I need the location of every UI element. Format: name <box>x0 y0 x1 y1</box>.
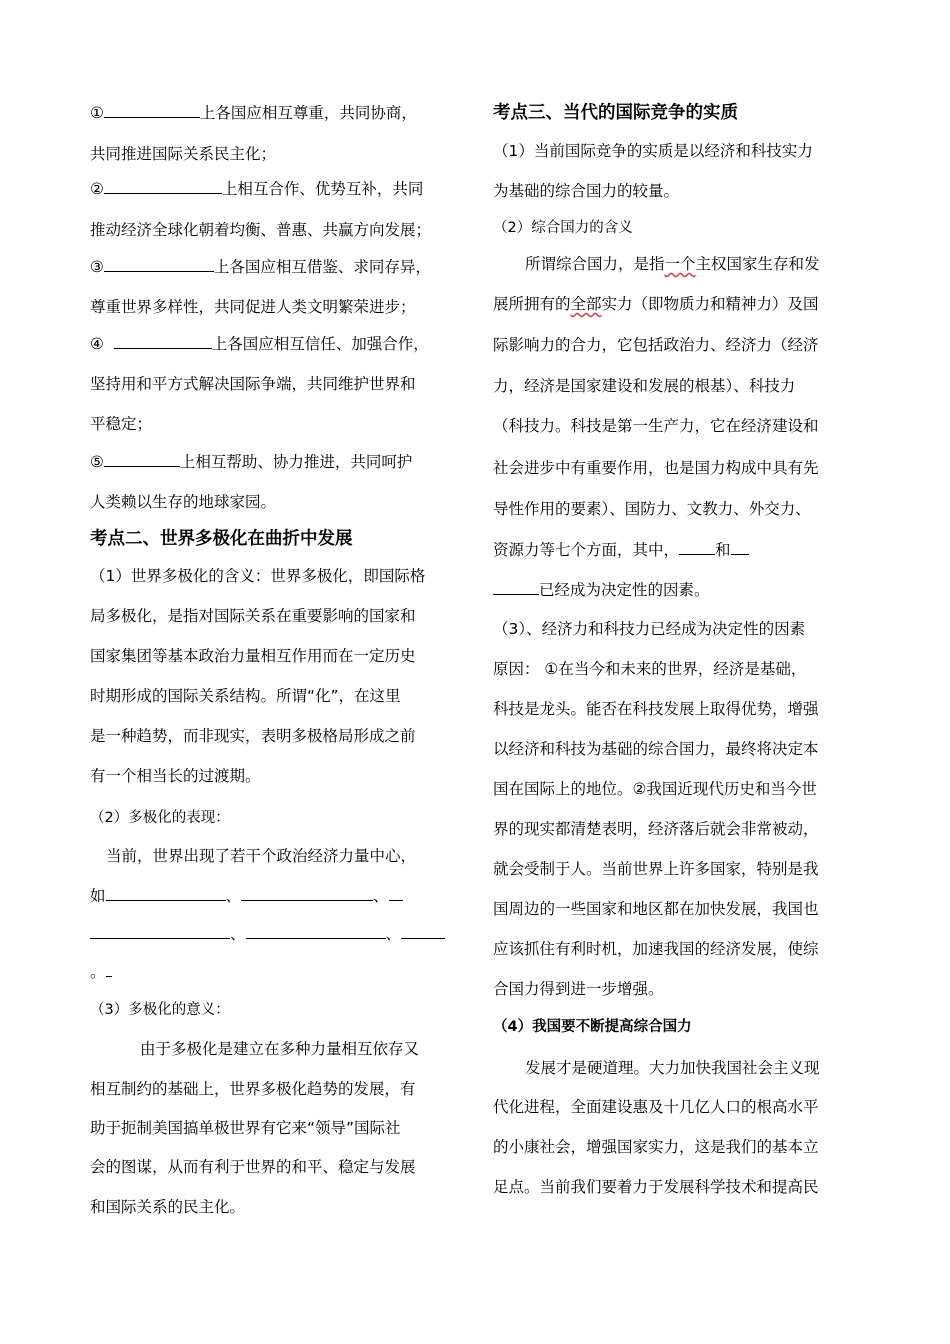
sub-heading: （2）综合国力的含义 <box>493 220 633 236</box>
text-line: 尊重世界多样性，共同促进人类文明繁荣进步； <box>90 298 416 316</box>
fill-blank-1[interactable] <box>104 103 200 118</box>
section-heading: 考点三、当代的国际竞争的实质 <box>493 103 738 123</box>
blank-line-3: 。 <box>90 962 112 982</box>
text-line: 是一种趋势，而非现实，表明多极格局形成之前 <box>90 727 416 745</box>
text-line: 坚持用和平方式解决国际争端，共同维护世界和 <box>90 375 416 393</box>
blank-item-4: ④ 上各国应相互信任、加强合作， <box>90 335 429 353</box>
blank-item-5: ⑤ 上相互帮助、协力推进，共同呵护 <box>90 453 413 471</box>
text-line: 所谓综合国力，是指一个主权国家生存和发 <box>525 255 820 273</box>
text-line: 就会受制于人。当前世界上许多国家，特别是我 <box>493 860 819 878</box>
text-line: 由于多极化是建立在多种力量相互依存又 <box>140 1040 420 1058</box>
blank-line-5: 已经成为决定性的因素。 <box>493 580 710 600</box>
text-line: 国家集团等基本政治力量相互作用而在一定历史 <box>90 647 416 665</box>
fill-blank-11[interactable] <box>401 924 445 939</box>
text-line: 推动经济全球化朝着均衡、普惠、共赢方向发展； <box>90 221 432 239</box>
text-line: 代化进程，全面建设惠及十几亿人口的根高水平 <box>493 1098 819 1116</box>
text-line: 际影响力的合力，它包括政治力、经济力（经济 <box>493 336 819 354</box>
blank-line-2: 、 、 <box>90 924 445 944</box>
text-line: 相互制约的基础上，世界多极化趋势的发展，有 <box>90 1080 416 1098</box>
fill-blank-3[interactable] <box>104 257 214 272</box>
text-line: 界的现实都清楚表明，经济落后就会非常被动， <box>493 820 819 838</box>
text-line: 原因： ①在当今和未来的世界，经济是基础， <box>493 660 807 678</box>
text-line: 足点。当前我们要着力于发展科学技术和提高民 <box>493 1178 819 1196</box>
blank-item-2: ② 上相互合作、优势互补，共同 <box>90 180 424 198</box>
fill-blank-10[interactable] <box>246 924 386 939</box>
text-line: 的小康社会，增强国家实力，这是我们的基本立 <box>493 1138 819 1156</box>
text-line: 助于扼制美国搞单极世界有它来“领导”国际社 <box>90 1119 401 1137</box>
blank-line-4: 资源力等七个方面，其中， 和 <box>493 540 749 560</box>
text-line: 国周边的一些国家和地区都在加快发展，我国也 <box>493 900 819 918</box>
text-line: 国在国际上的地位。②我国近现代历史和当今世 <box>493 780 817 798</box>
text-line: 当前，世界出现了若干个政治经济力量中心， <box>106 847 417 865</box>
sub-heading: （2）多极化的表现： <box>90 810 230 826</box>
section-heading: 考点二、世界多极化在曲折中发展 <box>90 529 353 549</box>
text-line: 为基础的综合国力的较量。 <box>493 182 680 200</box>
text-line: 发展才是硬道理。大力加快我国社会主义现 <box>525 1059 820 1077</box>
text-line: 科技是龙头。能否在科技发展上取得优势，增强 <box>493 700 819 718</box>
fill-blank-2[interactable] <box>104 179 222 194</box>
fill-blank-6[interactable] <box>106 886 226 901</box>
fill-blank-13[interactable] <box>679 540 715 555</box>
blank-item-3: ③ 上各国应相互借鉴、求同存异， <box>90 258 431 276</box>
text-line: 合国力得到进一步增强。 <box>493 980 664 998</box>
text-line: 力，经济是国家建设和发展的根基）、科技力 <box>493 377 796 395</box>
text-line: 有一个相当长的过渡期。 <box>90 767 261 785</box>
sub-heading: （3）多极化的意义： <box>90 1002 230 1018</box>
blank-item-1: ① 上各国应相互尊重，共同协商， <box>90 104 417 122</box>
fill-blank-5[interactable] <box>104 452 180 467</box>
fill-blank-15[interactable] <box>493 580 539 595</box>
fill-blank-8[interactable] <box>389 886 403 901</box>
text-line: 时期形成的国际关系结构。所谓“化”，在这里 <box>90 687 401 705</box>
blank-line-1: 如 、 、 <box>90 886 403 906</box>
fill-blank-12[interactable] <box>106 962 112 977</box>
fill-blank-7[interactable] <box>241 886 373 901</box>
fill-blank-4[interactable] <box>114 334 212 349</box>
text-line: 平稳定； <box>90 415 153 433</box>
fill-blank-9[interactable] <box>90 924 230 939</box>
text-line: （1）世界多极化的含义：世界多极化，即国际格 <box>90 567 426 585</box>
text-line: 和国际关系的民主化。 <box>90 1198 246 1216</box>
text-line: 以经济和科技为基础的综合国力，最终将决定本 <box>493 740 819 758</box>
text-line: （3）、经济力和科技力已经成为决定性的因素 <box>493 620 806 638</box>
text-line: 社会进步中有重要作用，也是国力构成中具有先 <box>493 459 819 477</box>
text-line: 会的图谋，从而有利于世界的和平、稳定与发展 <box>90 1158 416 1176</box>
fill-blank-14[interactable] <box>731 540 749 555</box>
text-line: 应该抓住有利时机，加速我国的经济发展，使综 <box>493 940 819 958</box>
text-line: 展所拥有的全部实力（即物质力和精神力）及国 <box>493 295 819 313</box>
text-line: （科技力。科技是第一生产力，它在经济建设和 <box>493 417 819 435</box>
text-line: 人类赖以生存的地球家园。 <box>90 493 277 511</box>
text-line: 导性作用的要素）、国防力、文教力、外交力、 <box>493 500 811 518</box>
text-line: 共同推进国际关系民主化； <box>90 145 277 163</box>
text-line: （1）当前国际竞争的实质是以经济和科技实力 <box>493 142 813 160</box>
text-line: 局多极化，是指对国际关系在重要影响的国家和 <box>90 607 416 625</box>
sub-heading: （4）我国要不断提高综合国力 <box>493 1019 692 1035</box>
